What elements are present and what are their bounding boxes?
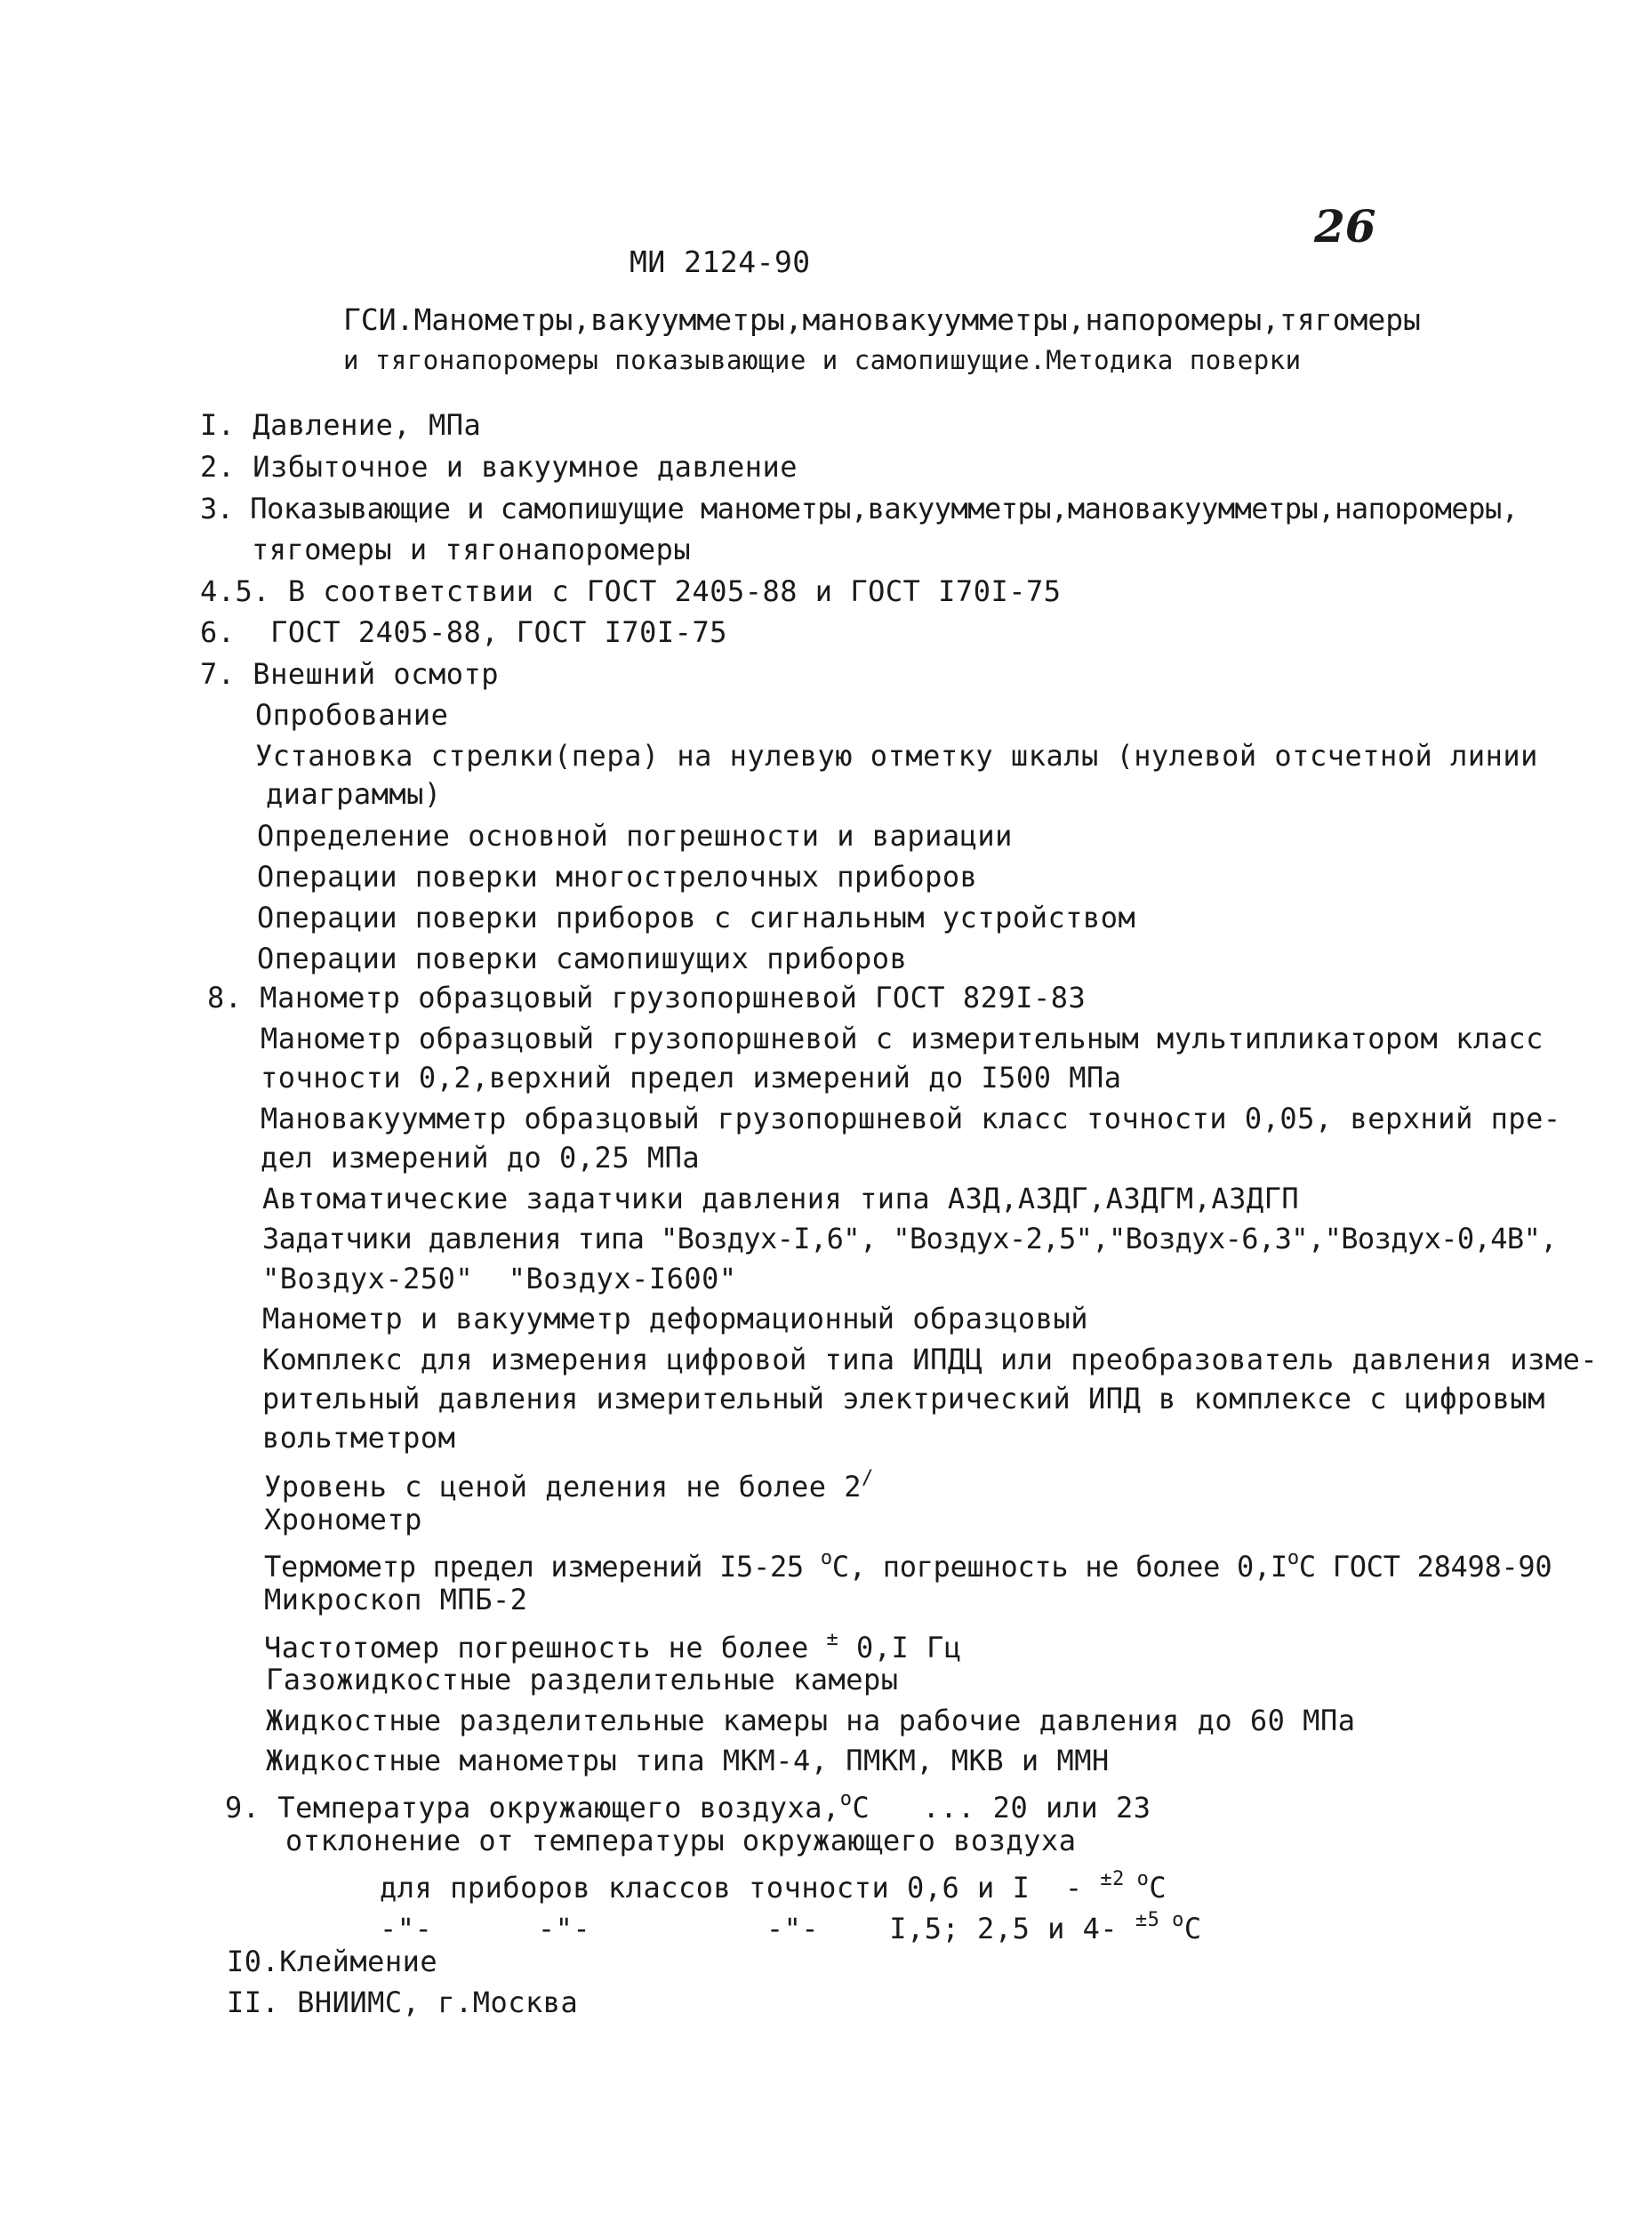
item-8-manovacuummeter-line-2: дел измерений до 0,25 МПа [261,1141,701,1175]
thermometer-text-1: Термометр предел измерений I5-25 [264,1550,821,1584]
item-8-liquid-manometers: Жидкостные манометры типа МКМ-4, ПМКМ, МКВ и ММН [266,1744,1110,1777]
item-8-auto-pressure-setters: Автоматические задатчики давления типа АЗД,АЗДГ,АЗДГМ,АЗДГП [262,1182,1300,1215]
degree-mark: o [1136,1868,1150,1890]
arc-minute-mark: / [862,1467,874,1489]
item-7-testing: Опробование [255,698,449,732]
celsius-mark: С [1149,1871,1167,1905]
degree-mark: o [839,1788,853,1810]
item-9-class-15-25-4 [380,1903,1202,1946]
item-8-deformation-manometer: Манометр и вакуумметр деформационный образцовый [262,1302,1088,1336]
item-8-digital-complex-line-1: Комплекс для измерения цифровой типа ИПДЦ или преобразователь давления изме- [262,1343,1599,1376]
item-7-recording-devices: Операции поверки самопишущих приборов [257,942,908,975]
handwritten-page-number: 26 [1314,200,1376,253]
thermometer-text-2: С, погрешность не более 0,I [831,1550,1287,1584]
item-9 [225,1782,1151,1825]
document-title-line-1: ГСИ.Манометры,вакуумметры,мановакуумметры,напоромеры,тягомеры [343,302,1421,337]
item-8-pressure-setters-line-1: Задатчики давления типа "Воздух-I,6", "Воздух-2,5","Воздух-6,3","Воздух-0,4В", [262,1222,1557,1255]
frequency-text-1: Частотомер погрешность не более [264,1631,827,1664]
item-9-class-06-1 [380,1862,1167,1905]
item-7-basic-error: Определение основной погрешности и вариации [257,819,1013,853]
item-8-level [264,1461,874,1504]
item-7-pointer-zero-line-1: Установка стрелки(пера) на нулевую отметку шкалы (нулевой отсчетной линии [255,739,1538,773]
item-8-multiplier-manometer-line-1: Манометр образцовый грузопоршневой с измерительным мультипликатором класс [261,1022,1544,1055]
document-code: МИ 2124-90 [630,245,811,279]
class-15-text: -"- -"- -"- I,5; 2,5 и 4- [380,1912,1135,1945]
item-8: 8. Манометр образцовый грузопоршневой ГОСТ 829I-83 [207,981,1087,1015]
degree-mark: o [1287,1547,1299,1569]
item-4-5: 4.5. В соответствии с ГОСТ 2405-88 и ГОСТ I70I-75 [200,574,1062,608]
item-6: 6. ГОСТ 2405-88, ГОСТ I70I-75 [200,615,727,649]
item-8-thermometer [264,1541,1552,1584]
class-15-value: ±5 [1135,1909,1173,1931]
item-8-pressure-setters-line-2: "Воздух-250" "Воздух-I600" [262,1262,737,1295]
item-8-microscope: Микроскоп МПБ-2 [264,1583,528,1616]
item-2: 2. Избыточное и вакуумное давление [200,450,798,484]
class-06-value: ±2 [1100,1868,1137,1890]
item-7-multi-pointer: Операции поверки многострелочных приборов [257,860,978,894]
item-8-gas-liquid-chambers: Газожидкостные разделительные камеры [266,1663,899,1697]
item-3-line-1: 3. Показывающие и самопишущие манометры,вакуумметры,мановакуумметры,напоромеры, [200,492,1519,525]
item-10: I0.Клеймение [227,1945,438,1978]
document-title-line-2: и тягонапоромеры показывающие и самопишущие.Методика поверки [343,345,1302,375]
item-8-chronometer: Хронометр [264,1503,422,1536]
item-7-signal-device: Операции поверки приборов с сигнальным устройством [257,901,1136,935]
item-9-text: 9. Температура окружающего воздуха, [225,1791,840,1825]
item-7: 7. Внешний осмотр [200,657,500,691]
item-8-manovacuummeter-line-1: Мановакуумметр образцовый грузопоршневой класс точности 0,05, верхний пре- [261,1102,1561,1135]
item-8-multiplier-manometer-line-2: точности 0,2,верхний предел измерений до I500 МПа [261,1061,1122,1095]
item-3-line-2: тягомеры и тягонапоромеры [252,533,692,566]
item-8-liquid-chambers: Жидкостные разделительные камеры на рабочие давления до 60 МПа [266,1704,1356,1737]
item-8-frequency-meter [264,1622,962,1665]
item-7-pointer-zero-line-2: диаграммы) [266,777,442,811]
item-8-level-text: Уровень с ценой деления не более 2 [264,1470,862,1504]
item-9-value: С ... 20 или 23 [852,1791,1151,1825]
item-9-deviation: отклонение от температуры окружающего воздуха [285,1824,1077,1857]
degree-mark: o [1172,1909,1184,1931]
class-06-text: для приборов классов точности 0,6 и I - [380,1871,1101,1905]
celsius-mark: С [1183,1912,1202,1945]
item-8-digital-complex-line-3: вольтметром [262,1421,456,1455]
item-8-digital-complex-line-2: рительный давления измерительный электрический ИПД в комплексе с цифровым [262,1382,1545,1416]
item-1: I. Давление, МПа [200,408,482,442]
plus-minus-mark: ± [826,1628,839,1650]
frequency-text-2: 0,I Гц [838,1631,962,1664]
degree-mark: o [820,1547,832,1569]
thermometer-text-3: С ГОСТ 28498-90 [1298,1550,1552,1584]
item-11: II. ВНИИМС, г.Москва [227,1985,579,2019]
